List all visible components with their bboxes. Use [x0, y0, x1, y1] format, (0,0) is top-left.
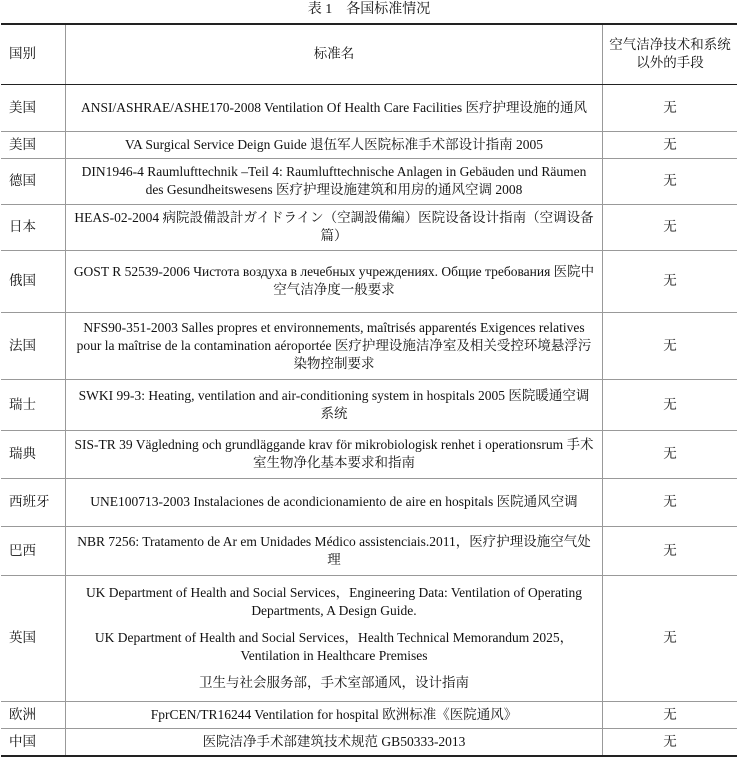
standard-name-text: UK Department of Health and Social Services，Health Technical Memorandum 2025，Ventilation in Healthcare Premises	[94, 630, 574, 663]
standard-name-text: NFS90-351-2003 Salles propres et environnements, maîtrisés apparentés Exigences relatives pour la maîtrise de la contamination aéroportée 医疗护理设施洁净室及相关受控环境悬浮污染物控制要求	[76, 319, 592, 371]
standard-name-cell	[66, 701, 603, 728]
header-country: 国别	[1, 24, 66, 84]
other-means-cell: 无	[603, 250, 738, 312]
standard-name-cell	[66, 526, 603, 575]
other-means-cell: 无	[603, 526, 738, 575]
country-cell: 俄国	[1, 250, 66, 312]
country-cell: 英国	[1, 575, 66, 701]
table-caption: 表 1 各国标准情况	[307, 2, 431, 17]
country-cell: 西班牙	[1, 478, 66, 526]
standard-name-text: HEAS-02-2004 病院設備設計ガイドライン（空調設備編）医院设备设计指南（空调设备篇）	[74, 210, 594, 243]
header-standard: 标准名	[66, 24, 603, 84]
table-body	[1, 84, 737, 756]
other-means-cell: 无	[603, 379, 738, 430]
standard-name-text: 医院洁净手术部建筑技术规范 GB50333-2013	[202, 733, 466, 749]
standard-name-text: VA Surgical Service Deign Guide 退伍军人医院标准手术部设计指南 2005	[125, 136, 543, 152]
standard-name-cell	[66, 312, 603, 379]
standard-name-cell	[66, 204, 603, 250]
other-means-cell: 无	[603, 312, 738, 379]
standard-name-text: FprCEN/TR16244 Ventilation for hospital 欧洲标准《医院通风》	[150, 706, 518, 722]
table-row	[1, 131, 737, 158]
table-row	[1, 575, 737, 701]
table-row	[1, 526, 737, 575]
other-means-cell: 无	[603, 84, 738, 131]
country-cell: 瑞士	[1, 379, 66, 430]
header-row	[1, 24, 737, 84]
country-cell: 瑞典	[1, 430, 66, 478]
table-row	[1, 701, 737, 728]
other-means-cell: 无	[603, 158, 738, 204]
standard-name-cell	[66, 728, 603, 756]
other-means-cell: 无	[603, 204, 738, 250]
country-cell: 美国	[1, 131, 66, 158]
standard-name-text: ANSI/ASHRAE/ASHE170-2008 Ventilation Of Health Care Facilities 医疗护理设施的通风	[81, 99, 587, 115]
table-row	[1, 204, 737, 250]
standard-name-text: 卫生与社会服务部，手术室部通风，设计指南	[199, 675, 469, 690]
country-cell: 欧洲	[1, 701, 66, 728]
country-cell: 中国	[1, 728, 66, 756]
other-means-cell: 无	[603, 131, 738, 158]
other-means-cell: 无	[603, 728, 738, 756]
standards-table	[1, 23, 737, 757]
table-row	[1, 728, 737, 756]
standard-name-text: SWKI 99-3: Heating, ventilation and air-conditioning system in hospitals 2005 医院暖通空调系统	[78, 387, 590, 421]
standard-name-text: GOST R 52539-2006 Чистота воздуха в лечебных учреждениях. Общие требования 医院中空气洁净度一般要求	[73, 264, 595, 297]
standard-name-text: UNE100713-2003 Instalaciones de acondicionamiento de aire en hospitals 医院通风空调	[90, 494, 578, 509]
standard-name-cell	[66, 575, 603, 701]
other-means-cell: 无	[603, 701, 738, 728]
standard-name-cell	[66, 131, 603, 158]
standard-name-cell	[66, 430, 603, 478]
other-means-cell: 无	[603, 478, 738, 526]
country-cell: 日本	[1, 204, 66, 250]
standard-name-cell	[66, 250, 603, 312]
standard-name-cell	[66, 478, 603, 526]
country-cell: 法国	[1, 312, 66, 379]
other-means-cell: 无	[603, 575, 738, 701]
header-other-means: 空气洁净技术和系统以外的手段	[603, 24, 738, 84]
other-means-cell: 无	[603, 430, 738, 478]
standard-name-cell	[66, 158, 603, 204]
table-row	[1, 478, 737, 526]
standard-name-text: DIN1946-4 Raumlufttechnik –Teil 4: Raumlufttechnische Anlagen in Gebäuden und Räumen des Gesundheitswesens 医疗护理设施建筑和用房的通风空调 2008	[81, 164, 587, 197]
standard-name-text: NBR 7256: Tratamento de Ar em Unidades Médico assistenciais.2011，医疗护理设施空气处理	[77, 533, 591, 567]
country-cell: 巴西	[1, 526, 66, 575]
table-row	[1, 84, 737, 131]
table-row	[1, 312, 737, 379]
standard-name-cell	[66, 379, 603, 430]
table-row	[1, 250, 737, 312]
country-cell: 德国	[1, 158, 66, 204]
table-row	[1, 158, 737, 204]
standard-name-cell	[66, 84, 603, 131]
table-row	[1, 430, 737, 478]
country-cell: 美国	[1, 84, 66, 131]
standard-name-text: SIS-TR 39 Vägledning och grundläggande krav för mikrobiologisk renhet i operationsrum 手术室生物净化基本要求和指南	[74, 437, 594, 470]
table-row	[1, 379, 737, 430]
standard-name-text: UK Department of Health and Social Services，Engineering Data: Ventilation of Operating Departments, A Design Guide.	[85, 585, 583, 618]
